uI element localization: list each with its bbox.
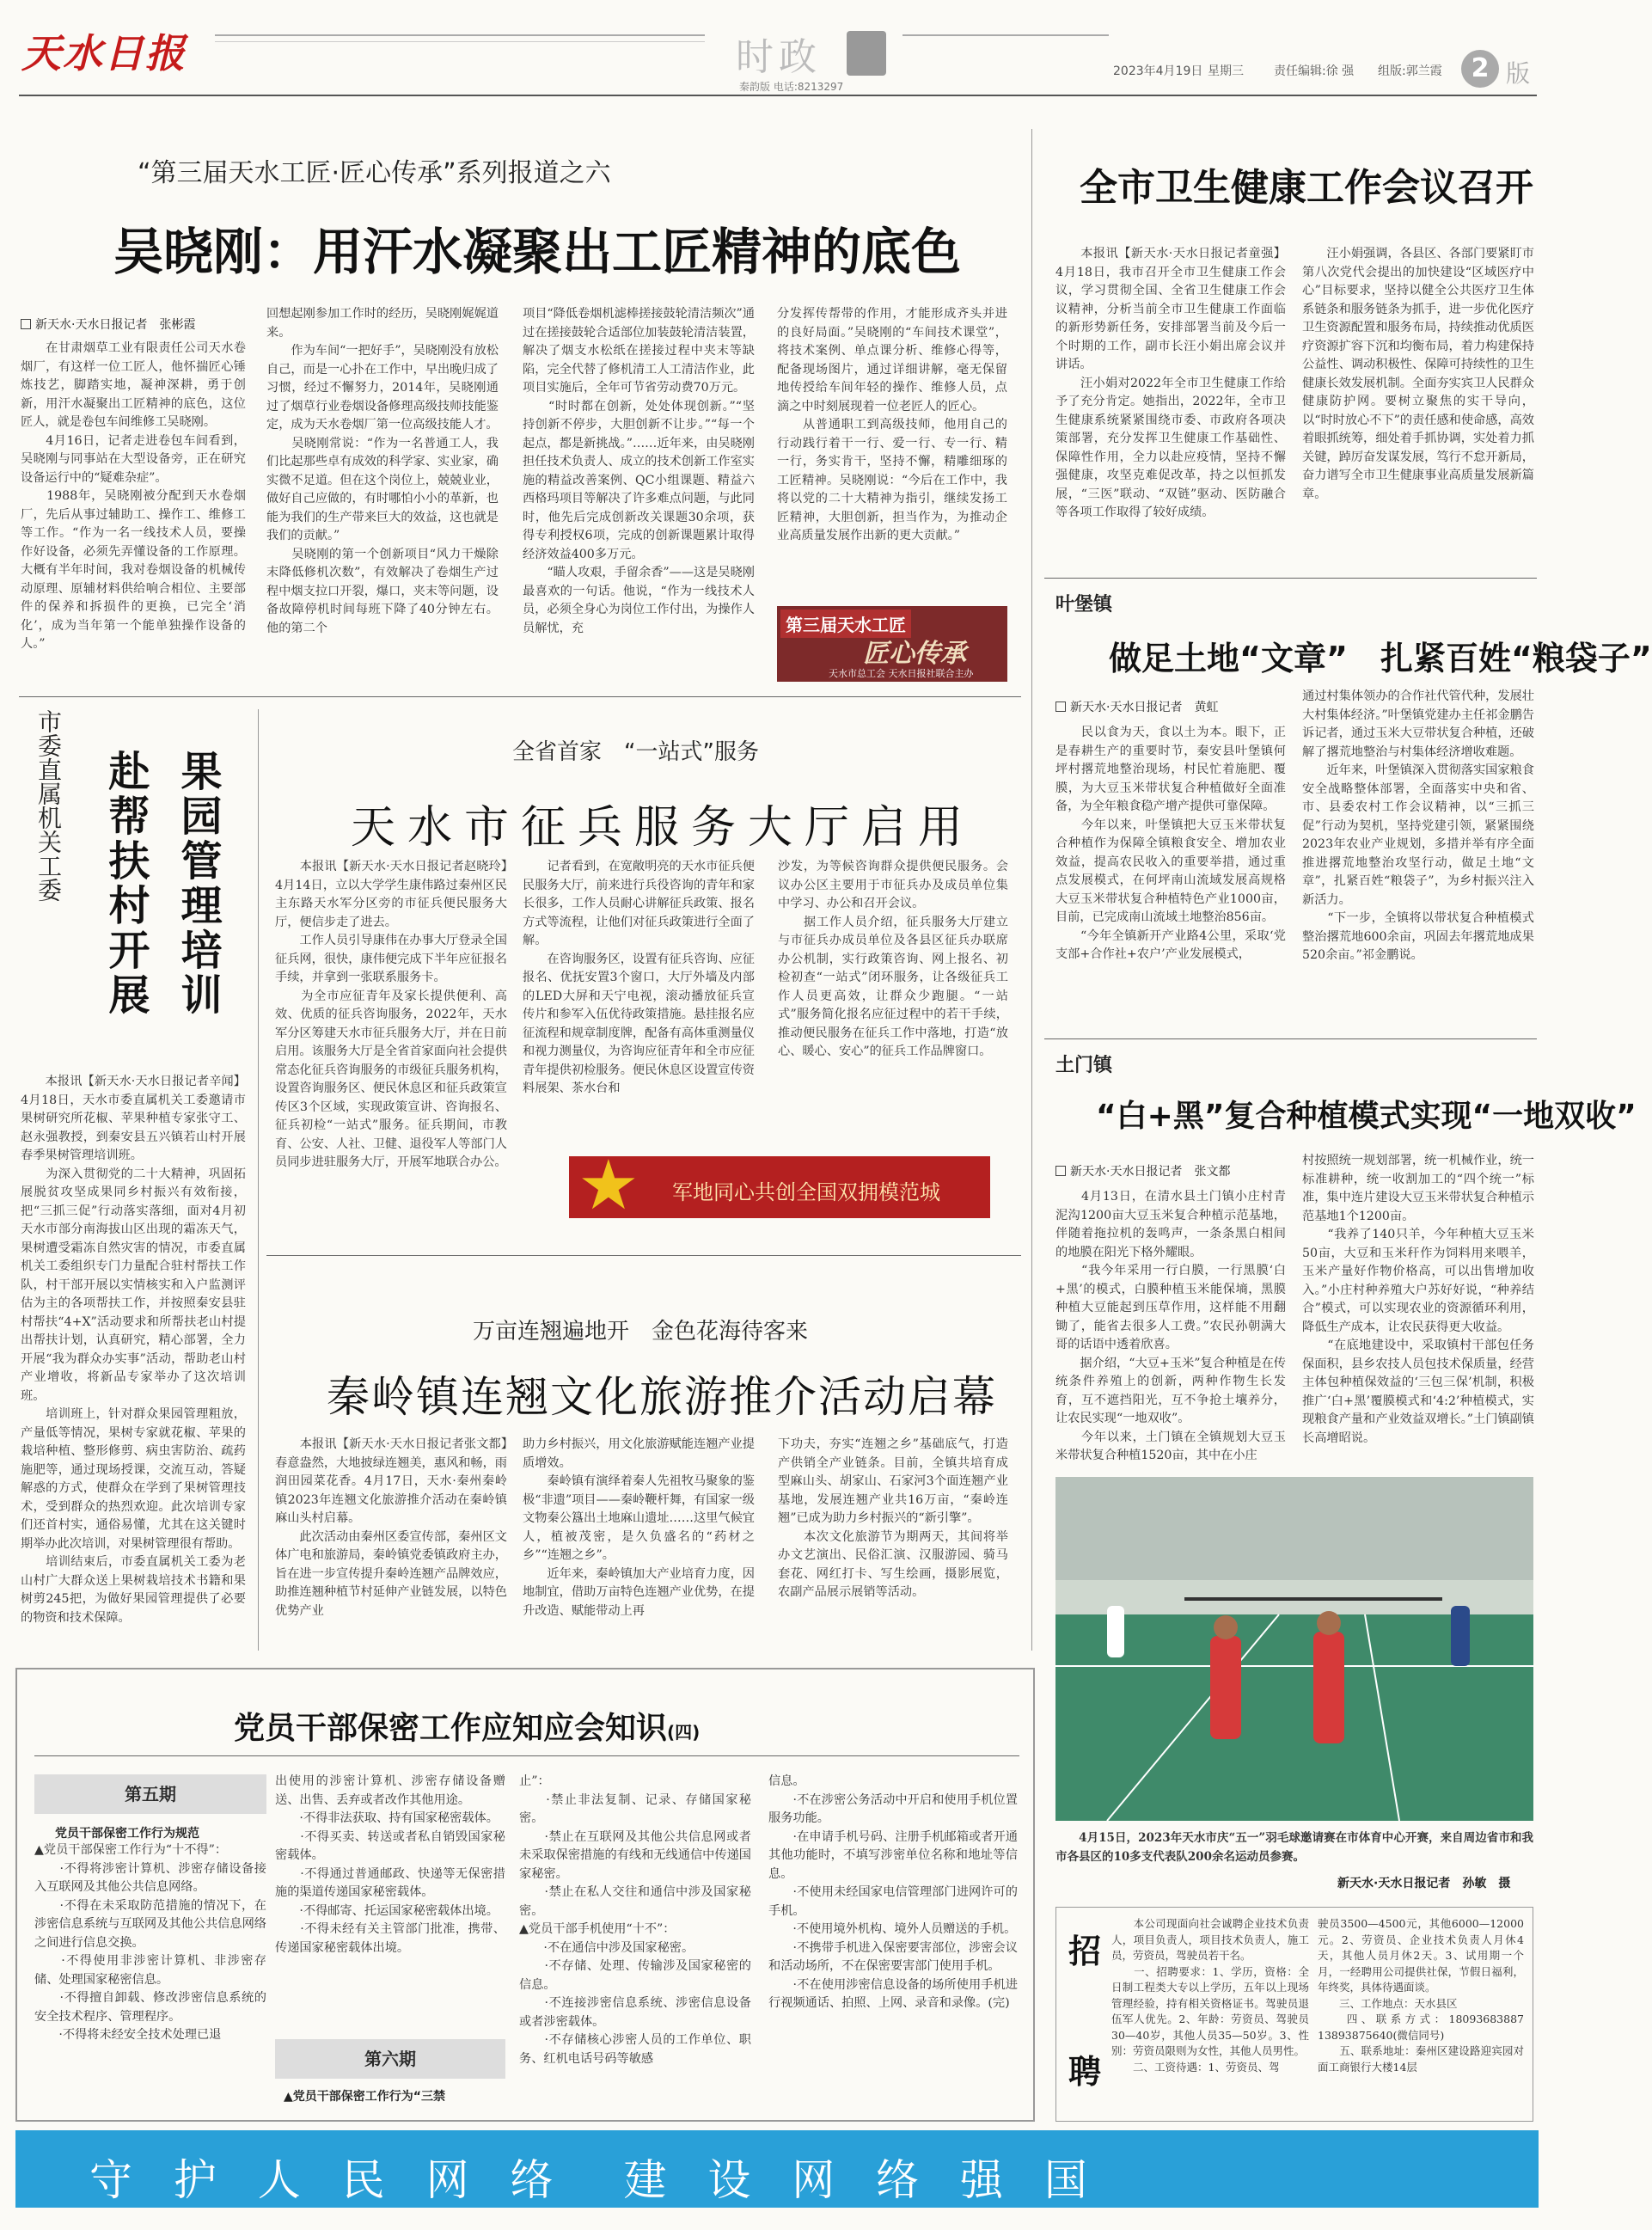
secrecy-subhead: ▲党员干部保密工作行为“三禁 <box>284 2090 445 2104</box>
masthead-divider-3 <box>902 34 1109 36</box>
article-column: 下功夫，夯实“连翘之乡”基础底气，打造产供销全产业链条。目前，全镇共培育成型麻山头、胡家山、石家河3个面连翘产业基地，发展连翘产业共16万亩，“秦岭连翘”已成为助力乡村振兴的“新引擎”。 本次文化旅游节为期两天，其间将举办文艺演出、民俗汇演、汉服游园、骑马套花、网红打卡、写生绘画，摄影展览，农副产品展示展销等活动。 <box>778 1437 1008 1599</box>
article-kicker: “第三届天水工匠·匠心传承”系列报道之六 <box>138 158 611 188</box>
byline-text: 新天水·天水日报记者 张文都 <box>1070 1165 1231 1179</box>
article-headline: 全市卫生健康工作会议召开 <box>1080 166 1533 210</box>
byline-text: 新天水·天水日报记者 张彬霞 <box>35 318 196 332</box>
secrecy-column: 止”： ·禁止非法复制、记录、存储国家秘密。 ·禁止在互联网及其他公共信息网或者未采取保密措施的有线和无线通信中传递国家秘密。 ·禁止在私人交往和通信中涉及国家秘密。 ▲党员干部手机使用“十不”： ·不在通信中涉及国家秘密。 ·不存储、处理、传输涉及国家秘密的信息。 ·不连接涉密信息系统、涉密信息设备或者涉密载体。 ·不存储核心涉密人员的工作单位、职务、红机电话号码等敏感 <box>519 1774 751 2066</box>
divider <box>258 709 259 1651</box>
series-badge-footer: 天水市总工会 天水日报社联合主办 <box>829 668 974 679</box>
article-column: 通过村集体领办的合作社代管代种，发展壮大村集体经济。”叶堡镇党建办主任祁金鹏告诉记者，通过玉米大豆带状复合种植，还破解了撂荒地整治与村集体经济增收难题。 近年来，叶堡镇深入贯彻落实国家粮食安全战略整体部署，全面落实中央和省、市、县委农村工作会议精神，以“三抓三促”行动为契机，坚持党建引领，紧紧围绕2023年农业产业规划，多措并举有序全面推进撂荒地整治攻坚行动，做足土地“文章”，扎紧百姓“粮袋子”，为乡村振兴注入新活力。 “下一步，全镇将以带状复合种植模式整治撂荒地600余亩，巩固去年撂荒地成果520余亩。”祁金鹏说。 <box>1302 689 1534 962</box>
secrecy-column: 出使用的涉密计算机、涉密存储设备赠送、出售、丢弃或者改作其他用途。 ·不得非法获取、持有国家秘密载体。 ·不得买卖、转送或者私自销毁国家秘密载体。 ·不得通过普通邮政、快递等无保密措施的渠道传递国家秘密载体。 ·不得邮寄、托运国家秘密载体出境。 ·不得未经有关主管部门批准，携带、传递国家秘密载体出境。 <box>275 1774 505 1955</box>
article-headline: 吴晓刚：用汗水凝聚出工匠精神的底色 <box>113 223 962 281</box>
paper-logo: 天水日报 <box>21 30 187 77</box>
photo-caption: 4月15日，2023年天水市庆“五一”羽毛球邀请赛在市体育中心开赛，来自周边省市和我市各县区的10多支代表队200余名运动员参赛。 <box>1055 1831 1533 1864</box>
series-badge <box>777 606 1007 682</box>
byline-marker-icon <box>21 319 31 329</box>
article-byline <box>21 316 195 333</box>
footer-banner <box>15 2130 1539 2208</box>
divider <box>1044 1038 1537 1039</box>
star-icon: ★ <box>578 1145 639 1225</box>
article-column: 回想起刚参加工作时的经历，吴晓刚娓娓道来。 作为车间“一把好手”，吴晓刚没有放松自己，而是一心扑在工作中，早出晚归成了习惯，经过不懈努力，2014年，吴晓刚通过了烟草行业卷烟设备修理高级技师技能鉴定，成为天水卷烟厂第一位高级技能人才。 吴晓刚常说：“作为一名普通工人，我们比起那些卓有成效的科学家、实业家，确实微不足道。但在这个岗位上，兢兢业业，做好自己应做的，有时哪怕小小的革新，也能为我们的生产带来巨大的效益，这也就是我们的贡献。” 吴晓刚的第一个创新项目“风力干燥除末降低修机次数”，有效解决了卷烟生产过程中烟支拉口开裂，爆口，夹末等问题，设备故障停机时间每班下降了40分钟左右。他的第二个 <box>266 307 499 635</box>
issue-tag: 第五期 <box>34 1774 266 1814</box>
article-byline <box>1055 1162 1230 1179</box>
section-name: 时政 <box>736 35 822 79</box>
badminton-photo-drawing <box>1055 1477 1533 1821</box>
section-emblem-icon <box>847 31 886 76</box>
article-column: 分发挥传帮带的作用，才能形成齐头并进的良好局面。”吴晓刚的“车间技术课堂”，将技术案例、单点课分析、维修心得等，配备现场图片，通过详细讲解，毫无保留地传授给车间年轻的操作、维修人员，点滴之中时刻展现着一位老匠人的匠心。 从普通职工到高级技师，他用自己的行动践行着干一行、爱一行、专一行、精一行，务实肯干，坚持不懈，精雕细琢的工匠精神。吴晓刚说：“今后在工作中，我将以党的二十大精神为指引，继续发扬工匠精神，大胆创新，担当作为，为推动企业高质量发展作出新的更大贡献。” <box>777 307 1007 542</box>
masthead-rule <box>19 95 1537 96</box>
article-column: 汪小娟强调，各县区、各部门要紧盯市第八次党代会提出的加快建设“区域医疗中心”目标要求，坚持以健全公共医疗卫生体系链条和服务链条为抓手，进一步优化医疗卫生资源配置和服务布局，持续推动优质医疗资源扩容下沉和均衡布局，着力构建保持公益性、调动积极性、保障可持续性的卫生健康长效发展机制。全面夯实宾卫人民群众健康防护网。要树立聚焦的实干导向，以“时时放心不下”的责任感和使命感，高效着眼抓统筹，细处着手抓协调，实处着力抓关键，踔厉奋发谋发展，笃行不怠开新局，奋力谱写全市卫生健康事业高质量发展新篇章。 <box>1302 247 1534 501</box>
article-column: 本报讯【新天水·天水日报记者张文都】春意盎然，大地披绿连翘美，惠风和畅，雨润田园菜花香。4月17日，天水·秦州秦岭镇2023年连翘文化旅游推介活动在秦岭镇麻山头村启幕。 此次活动由秦州区委宣传部，秦州区文体广电和旅游局，秦岭镇党委镇政府主办，旨在进一步宣传提升秦岭连翘产品牌效应，助推连翘种植节村延伸产业链发展，以特色优势产业 <box>275 1437 507 1618</box>
masthead-divider <box>215 34 705 36</box>
article-column: 在甘肃烟草工业有限责任公司天水卷烟厂，有这样一位工匠人，他怀揣匠心锤炼技艺，脚踏实地，凝神深耕，勇于创新，用汗水凝聚出工匠精神的底色，这位匠人，就是卷包车间维修工吴晓刚。 4月16日，记者走进卷包车间看到，吴晓刚与同事站在大型设备旁，正在研究设备运行中的“疑难杂症”。 1988年，吴晓刚被分配到天水卷烟厂，先后从事过辅助工、操作工、维修工等工作。“作为一名一线技术人员，要操作好设备，必须先弄懂设备的工作原理。大概有半年时间，我对卷烟设备的机械传动原理、原辅材料供给响合相位、主要部件的保养和拆损件的更换，已完全‘消化’，成为当年第一个能单独操作设备的人。” <box>21 341 246 651</box>
page-number-badge: 2 <box>1461 50 1499 88</box>
article-column: 记者看到，在宽敞明亮的天水市征兵便民服务大厅，前来进行兵役咨询的青年和家长很多，工作人员耐心讲解征兵政策、报名方式等流程，让他们对征兵政策进行全面了解。 在咨询服务区，设置有征兵咨询、应征报名、优抚安置3个窗口，大厅外墙及内部的LED大屏和天宁电视，滚动播放征兵宣传片和参军入伍优待政策措施。悬挂报名应征流程和规章制度牌，配备有高体重测量仪和视力测量仪，为咨询应征青年和全市应征青年提供初检服务。便民休息区设置宣传资料展架、茶水台和 <box>523 860 755 1095</box>
article-column: 项目“降低卷烟机滤棒搓接鼓轮清洁频次”通过在搓接鼓轮合适部位加装鼓轮清洁装置，解决了烟支水松纸在搓接过程中夹末等缺陷，完全代替了修机清工人工清洁作业，此项目实施后，全年可节省劳动费70万元。 “时时都在创新，处处体现创新。”“坚持创新不停步，大胆创新不让步。”“每一个起点，都是新挑战。”……近年来，由吴晓刚担任技术负责人、成立的技术创新工作室实施的精益改善案例、QC小组课题、精益六西格玛项目等解决了许多难点问题，与此同时，他先后完成创新改关课题30余项，获得专利授权6项，完成的创新课题累计取得经济效益400多万元。 “瞄人攻艰，手留余香”——这是吴晓刚最喜欢的一句话。他说，“作为一线技术人员，必须全身心为岗位工作付出，为操作人员解忧，充 <box>523 307 755 635</box>
byline-text: 新天水·天水日报记者 黄虹 <box>1070 701 1219 714</box>
article-kicker: 全省首家 “一站式”服务 <box>512 739 759 765</box>
badminton-photo <box>1055 1477 1533 1821</box>
article-kicker: 万亩连翘遍地开 金色花海待客来 <box>473 1319 809 1345</box>
banner-text: 军地同心共创全国双拥模范城 <box>672 1180 940 1204</box>
issue-tag: 第六期 <box>275 2039 505 2079</box>
issue-weekday: 星期三 <box>1208 64 1244 78</box>
layout-editor: 组版:郭兰霞 <box>1378 64 1442 78</box>
masthead-divider-2 <box>215 41 705 42</box>
divider <box>1031 129 1032 1651</box>
issue-date: 2023年4月19日 <box>1113 64 1203 78</box>
article-byline <box>1055 698 1218 715</box>
masthead <box>0 0 1554 103</box>
byline-marker-icon <box>1055 1166 1066 1176</box>
series-badge-title: 第三届天水工匠 <box>780 610 911 638</box>
byline-marker-icon <box>1055 701 1066 712</box>
article-headline: 天水市征兵服务大厅启用 <box>351 802 976 854</box>
side-label: 市委直属机关工委 <box>34 709 63 902</box>
article-column: 沙发，为等候咨询群众提供便民服务。会议办公区主要用于市征兵办及成员单位集中学习、办公和召开会议。 据工作人员介绍，征兵服务大厅建立与市征兵办成员单位及各县区征兵办联席办公机制，实行政策咨询、网上报名、初检初查“一站式”闭环服务，让各级征兵工作人员更高效，让群众少跑腿。“一站式”服务简化报名应征过程中的若干手续，推动便民服务在征兵工作中落地，打造“放心、暖心、安心”的征兵工作品牌窗口。 <box>778 860 1008 1058</box>
article-headline: 做足土地“文章” 扎紧百姓“粮袋子” <box>1109 640 1652 677</box>
ad-column: 本公司现面向社会诚聘企业技术负责人，项目负责人，项目技术负责人，施工员，劳资员，驾驶员若干名。 一、招聘要求：1、学历，资格：全日制工程类大专以上学历，五年以上现场管理经验，持有相关资格证书。驾驶员退伍军人优先。2、年龄：劳资员、驾驶员30—40岁，其他人员35—50岁。3、性别：劳资员限则为女性，其他人员男性。 二、工资待遇：1、劳资员、驾 <box>1111 1917 1309 2074</box>
divider <box>34 1755 1019 1756</box>
secrecy-box <box>15 1668 1035 2122</box>
place-tag: 土门镇 <box>1055 1055 1113 1076</box>
ad-char: 招 <box>1068 1933 1102 1970</box>
article-headline: 秦岭镇连翘文化旅游推介活动启幕 <box>327 1372 997 1422</box>
page-word: 版 <box>1506 59 1531 88</box>
divider <box>266 1255 1021 1256</box>
article-column: 本报讯【新天水·天水日报记者辛闻】4月18日，天水市委直属机关工委邀请市果树研究所花椒、苹果种植专家张守工、赵永强教授，到秦安县五兴镇若山村开展春季果树管理培训班。 为深入贯彻党的二十大精神，巩固拓展脱贫攻坚成果同乡村振兴有效衔接，把“三抓三促”行动落实落细，面对4月初天水市部分南海拔山区出现的霜冻天气，果树遭受霜冻自然灾害的情况，市委直属机关工委组织专门力量配合驻村帮扶工作队，村干部开展以实情核实和入户监测评估为主的各项帮扶工作，并按照秦安县驻村帮扶“4+X”活动要求和所帮扶老山村提出帮扶计划，认真研究，精心部署，全力开展“我为群众办实事”活动，帮助老山村产业增收，将新品专家举办了这次培训班。 培训班上，针对群众果园管理粗放，产量低等情况，果树专家就花椒、苹果的栽培种植、整形修剪、病虫害防治、疏药施肥等，通过现场授课，交流互动，答疑解惑的方式，使群众在学到了果树管理技术，受到群众的热烈欢迎。此次培训专家们还首村实，通俗易懂，尤其在这关键时期举办此次培训，对果树管理很有帮助。 培训结束后，市委直属机关工委为老山村广大群众送上果树栽培技术书籍和果树剪245把，为做好果园管理提供了必要的物资和技术保障。 <box>21 1075 246 1625</box>
article-headline-part: 果园管理培训 <box>174 750 222 1018</box>
article-column: 4月13日，在清水县土门镇小庄村青泥沟1200亩大豆玉米复合种植示范基地，伴随着拖拉机的轰鸣声，一条条黑白相间的地膜在阳光下格外耀眼。 “我今年采用一行白膜，一行黑膜‘白+黑’的模式，白膜种植玉米能保墒，黑膜种植大豆能起到压草作用，这样能不用翻锄了，能省去很多人工费。”农民孙朝满大哥的话语中透着欣喜。 据介绍，“大豆+玉米”复合种植是在传统条件养殖上的创新，两种作物生长发育，互不遮挡阳光，互不争抢土壤养分，让农民实现“一地双收”。 今年以来，土门镇在全镇规划大豆玉米带状复合种植1520亩，其中在小庄 <box>1055 1190 1286 1462</box>
secrecy-title-number: (四) <box>667 1722 701 1743</box>
secrecy-column: ▲党员干部保密工作行为“十不得”： ·不得将涉密计算机、涉密存储设备接入互联网及其他公共信息网络。 ·不得在未采取防范措施的情况下，在涉密信息系统与互联网及其他公共信息网络之间进行信息交换。 ·不得使用非涉密计算机、非涉密存储、处理国家秘密信息。 ·不得擅自卸载、修改涉密信息系统的安全技术程序、管理程序。 ·不得将未经安全技术处理已退 <box>34 1843 266 2042</box>
responsible-editor: 责任编辑:徐 强 <box>1274 64 1355 78</box>
secrecy-title-text: 党员干部保密工作应知应会知识 <box>234 1711 668 1746</box>
article-headline: “白+黑”复合种植模式实现“一地双收” <box>1096 1099 1637 1134</box>
secrecy-column: 信息。 ·不在涉密公务活动中开启和使用手机位置服务功能。 ·在申请手机号码、注册手机邮箱或者开通其他功能时，不填写涉密单位名称和地址等信息。 ·不使用未经国家电信管理部门进网许可的手机。 ·不使用境外机构、境外人员赠送的手机。 ·不携带手机进入保密要害部位，涉密会议和活动场所，不在保密要害部门使用手机。 ·不在使用涉密信息设备的场所使用手机进行视频通话、拍照、上网、录音和录像。(完) <box>768 1774 1018 2010</box>
article-headline-part: 赴帮扶村开展 <box>101 750 150 1018</box>
place-tag: 叶堡镇 <box>1055 594 1113 616</box>
editor-info: 秦韵版 电话:8213297 <box>739 81 844 93</box>
article-column: 助力乡村振兴，用文化旅游赋能连翘产业提质增效。 秦岭镇有演绎着秦人先祖牧马聚象的鉴极“非遗”项目——秦岭鞭杆舞，有国家一级文物秦公簋出土地麻山遗址……这里气候宜人，植被茂密，是久负盛名的“药材之乡”“连翘之乡”。 近年来，秦岭镇加大产业培育力度，因地制宜，借助万亩特色连翘产业优势，在提升改造、赋能带动上再 <box>523 1437 755 1618</box>
ad-char: 聘 <box>1068 2053 1102 2091</box>
article-column: 本报讯【新天水·天水日报记者童强】4月18日，我市召开全市卫生健康工作会议，学习贯彻全国、全省卫生健康工作会议精神，分析当前全市卫生健康工作面临的新形势新任务，安排部署当前及今后一个时期的工作，副市长汪小娟出席会议并讲话。 汪小娟对2022年全市卫生健康工作给予了充分肯定。她指出，2022年，全市卫生健康系统紧紧围绕市委、市政府各项决策部署，充分发挥卫生健康工作基础性、保障性作用，全力以赴应疫情，坚持不懈强健康，攻坚克难促改革，持之以恒抓发展，“三医”联动、“双链”驱动、医防融合等各项工作取得了较好成绩。 <box>1055 247 1286 519</box>
series-badge-subtitle: 匠心传承 <box>863 639 966 669</box>
secrecy-title <box>234 1704 700 1748</box>
ad-column: 驶员3500—4500元，其他6000—12000元。2、劳资员、企业技术负责人月休4天，其他人员月休2天。3、试用期一个月，一经聘用公司提供社保，节假日福利，年终奖，具体待遇面谈。 三、工作地点：天水县区 四、联系方式：18093683887 13893875640(微信同号) 五、联系地址：秦州区建设路迎宾园对面工商银行大楼14层 <box>1318 1917 1524 2074</box>
article-column: 民以食为天，食以土为本。眼下，正是春耕生产的重要时节，秦安县叶堡镇何坪村撂荒地整治现场，村民忙着施肥、覆膜，为大豆玉米带状复合种植做好全面准备，为全年粮食稳产增产提供可靠保障。 今年以来，叶堡镇把大豆玉米带状复合种植作为保障全镇粮食安全、增加农业效益，提高农民收入的重要举措，通过重点发展模式，在何坪南山流域发展高规格大豆玉米带状复合种植特色产业1000亩，目前，已完成南山流域土地整治856亩。 “今年全镇新开产业路4公里，采取‘党支部+合作社+农户’产业发展模式， <box>1055 726 1286 961</box>
footer-slogan: 守 护 人 民 网 络 建 设 网 络 强 国 <box>89 2155 1101 2205</box>
divider <box>19 696 1021 697</box>
article-column: 本报讯【新天水·天水日报记者赵晓玲】4月14日，立以大学学生康伟路过秦州区民主东路天水军分区旁的市征兵便民服务大厅，便信步走了进去。 工作人员引导康伟在办事大厅登录全国征兵网，很快，康伟便完成下半年应征报名手续，并拿到一张联系服务卡。 为全市应征青年及家长提供便利、高效、优质的征兵咨询服务，2022年，天水军分区筹建天水市征兵服务大厅，并在日前启用。该服务大厅是全省首家面向社会提供常态化征兵咨询服务的市级征兵服务机构，设置咨询服务区、便民休息区和征兵政策宣传区3个区域，实现政策宣讲、咨询报名、征兵初检“一站式”服务。征兵期间，市教育、公安、人社、卫健、退役军人等部门人员同步进驻服务大厅，开展军地联合办公。 <box>275 860 507 1169</box>
double-support-banner <box>569 1145 990 1225</box>
photo-credit: 新天水·天水日报记者 孙敏 摄 <box>1337 1877 1511 1890</box>
recruitment-ad <box>1055 1907 1533 2122</box>
article-column: 村按照统一规划部署，统一机械作业，统一标准耕种，统一收割加工的“四个统一”标准，集中连片建设大豆玉米带状复合种植示范基地1个1200亩。 “我养了140只羊，今年种植大豆玉米50亩，大豆和玉米秆作为饲料用来喂羊，玉米产量好作物价格高，可以出售增加收入。”小庄村种养殖大户苏好好说，“种养结合”模式，可以实现农业的资源循环利用，降低生产成本，让农民获得更大收益。 “在底地建设中，采取镇村干部包任务保面积，县乡农技人员包技术保质量，经营主体包种植保效益的‘三包三保’机制，积极推广‘白+黑’覆膜模式和‘4:2’种植模式，实现粮食产量和产业效益双增长。”土门镇副镇长高增昭说。 <box>1302 1154 1534 1445</box>
divider <box>1044 578 1537 579</box>
secrecy-subhead: 党员干部保密工作行为规范 <box>55 1827 199 1841</box>
